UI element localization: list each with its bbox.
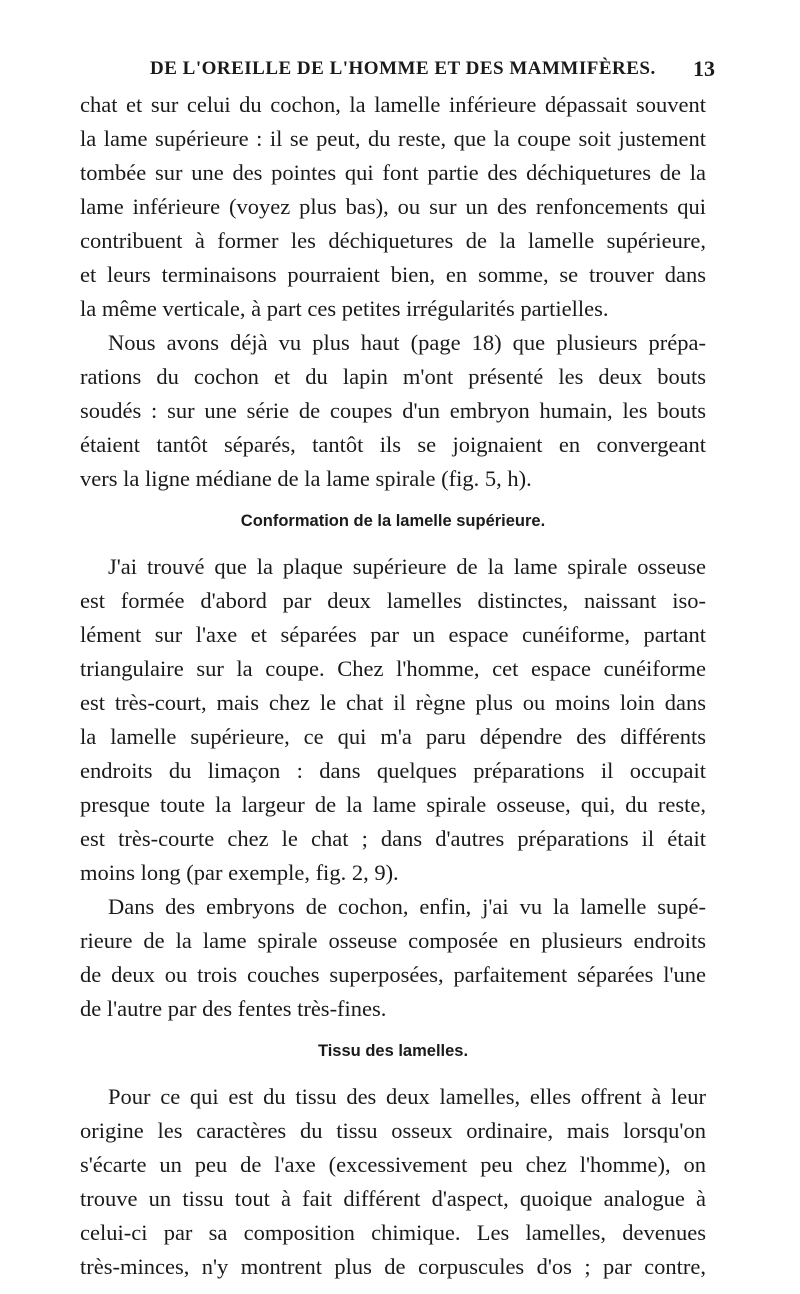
text-line: étaient tantôt séparés, tantôt ils se joignaient en convergeant (80, 432, 706, 457)
text-line: rieure de la lame spirale osseuse composée en plusieurs endroits (80, 928, 706, 953)
text-line: J'ai trouvé que la plaque supérieure de la lame spirale osseuse (108, 554, 706, 579)
text-line: moins long (par exemple, fig. 2, 9). (80, 860, 399, 885)
text-line: s'écarte un peu de l'axe (excessivement peu chez l'homme), on (80, 1152, 706, 1177)
text-line: endroits du limaçon : dans quelques préparations il occupait (80, 758, 706, 783)
text-line: est très-courte chez le chat ; dans d'autres préparations il était (80, 826, 706, 851)
text-line: rations du cochon et du lapin m'ont présenté les deux bouts (80, 364, 706, 389)
text-line: lame inférieure (voyez plus bas), ou sur un des renfoncements qui (80, 194, 706, 219)
paragraph (80, 88, 706, 326)
page-number: 13 (693, 56, 715, 81)
section-heading-tissu: Tissu des lamelles. (317, 1042, 469, 1060)
text-line: trouve un tissu tout à fait différent d'aspect, quoique analogue à (80, 1186, 706, 1211)
text-line: est formée d'abord par deux lamelles distinctes, naissant iso- (80, 588, 706, 613)
text-line: et leurs terminaisons pourraient bien, en somme, se trouver dans (80, 262, 706, 287)
paragraph (80, 1080, 706, 1284)
text-line: contribuent à former les déchiquetures de la lamelle supérieure, (80, 228, 706, 253)
text-line: la lame supérieure : il se peut, du reste, que la coupe soit justement (80, 126, 706, 151)
text-line: soudés : sur une série de coupes d'un embryon humain, les bouts (80, 398, 706, 423)
text-line: vers la ligne médiane de la lame spirale (fig. 5, h). (80, 466, 532, 491)
text-line: tombée sur une des pointes qui font partie des déchiquetures de la (80, 160, 706, 185)
text-line: triangulaire sur la coupe. Chez l'homme, cet espace cunéiforme (80, 656, 706, 681)
text-line: Dans des embryons de cochon, enfin, j'ai vu la lamelle supé- (108, 894, 706, 919)
text-line: très-minces, n'y montrent plus de corpuscules d'os ; par contre, (80, 1254, 706, 1279)
text-line: de l'autre par des fentes très-fines. (80, 996, 387, 1021)
paragraph (80, 550, 706, 890)
text-line: celui-ci par sa composition chimique. Les lamelles, devenues (80, 1220, 706, 1245)
paragraph (80, 890, 706, 1026)
text-line: de deux ou trois couches superposées, parfaitement séparées l'une (80, 962, 706, 987)
body-text (80, 88, 706, 1284)
paragraph (80, 326, 706, 496)
text-line: chat et sur celui du cochon, la lamelle inférieure dépassait souvent (80, 92, 706, 117)
text-line: la même verticale, à part ces petites irrégularités partielles. (80, 296, 609, 321)
running-title: DE L'OREILLE DE L'HOMME ET DES MAMMIFÈRES. (150, 58, 656, 79)
text-line: presque toute la largeur de la lame spirale osseuse, qui, du reste, (80, 792, 706, 817)
text-line: est très-court, mais chez le chat il règne plus ou moins loin dans (80, 690, 706, 715)
text-line: la lamelle supérieure, ce qui m'a paru dépendre des différents (80, 724, 706, 749)
text-line: lément sur l'axe et séparées par un espace cunéiforme, partant (80, 622, 706, 647)
text-line: Pour ce qui est du tissu des deux lamelles, elles offrent à leur (108, 1084, 706, 1109)
text-line: origine les caractères du tissu osseux ordinaire, mais lorsqu'on (80, 1118, 706, 1143)
text-line: Nous avons déjà vu plus haut (page 18) que plusieurs prépa- (108, 330, 706, 355)
section-heading-conformation: Conformation de la lamelle supérieure. (240, 512, 546, 530)
